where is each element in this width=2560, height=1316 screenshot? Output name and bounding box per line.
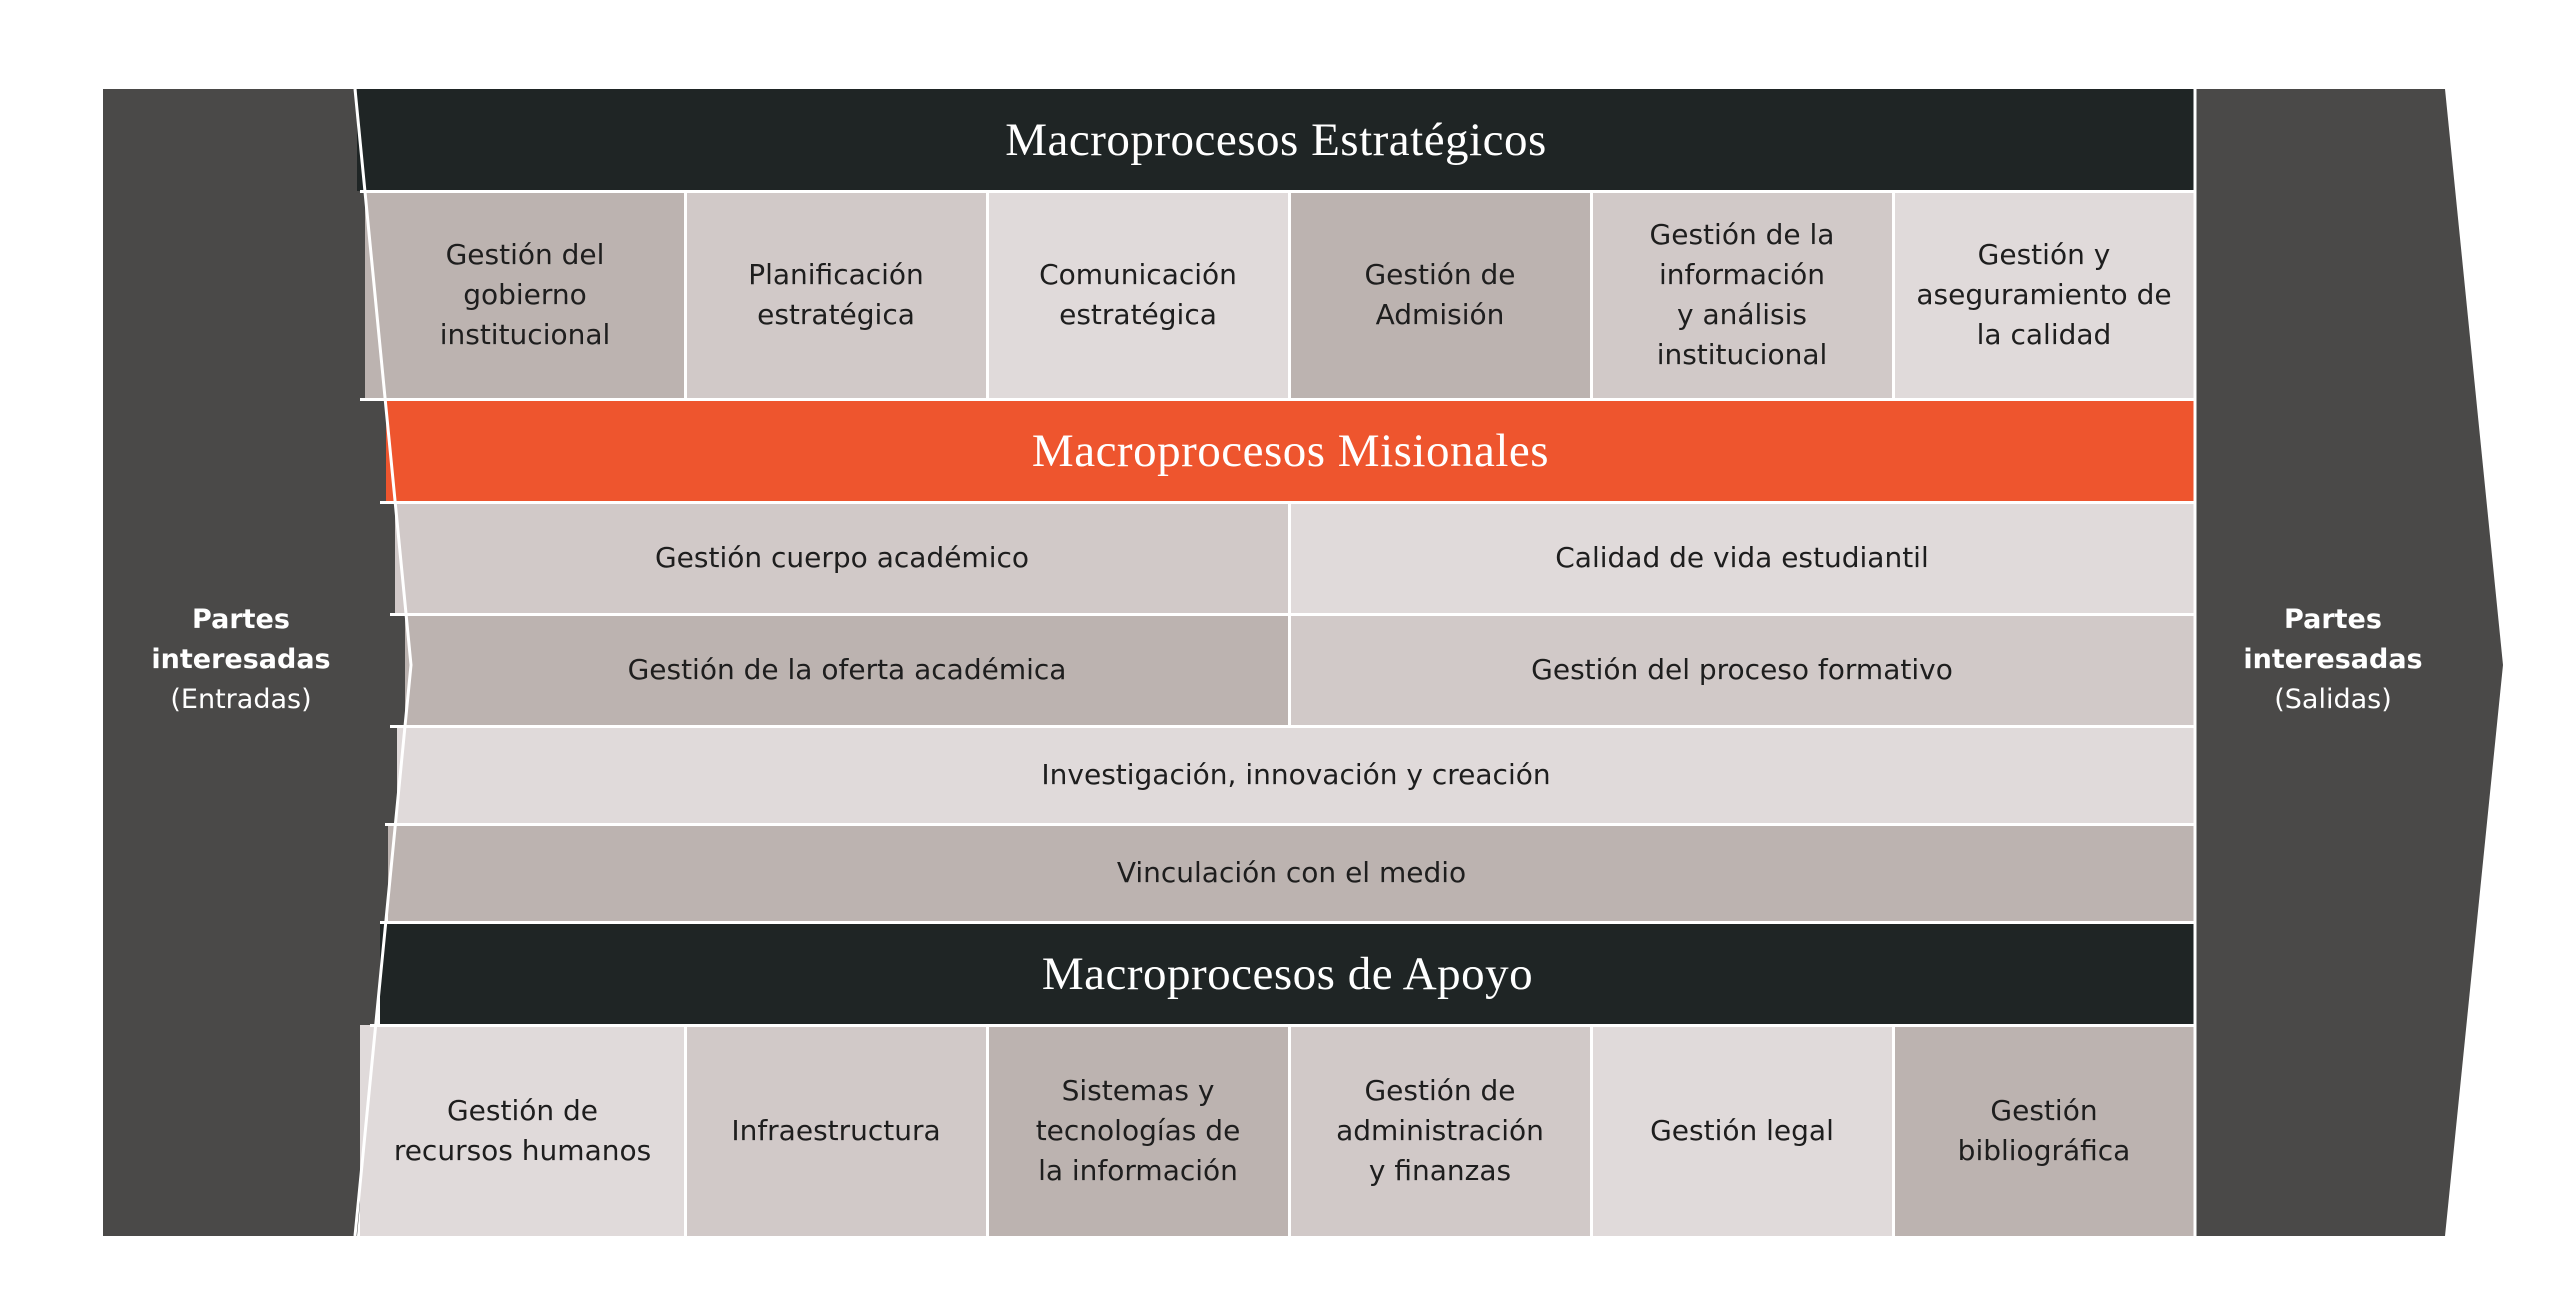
support-header: Macroprocesos de Apoyo	[380, 922, 2195, 1025]
missional-item: Calidad de vida estudiantil	[1289, 502, 2195, 614]
strategic-item: Gestión de la información y análisis institucional	[1591, 191, 1893, 399]
inputs-label-line1: Partes	[192, 604, 290, 635]
strategic-item: Planificación estratégica	[685, 191, 987, 399]
strategic-item: Gestión del gobierno institucional	[365, 191, 685, 399]
strategic-item: Comunicación estratégica	[987, 191, 1289, 399]
missional-header: Macroprocesos Misionales	[386, 399, 2195, 502]
support-item: Gestión de recursos humanos	[360, 1025, 685, 1236]
support-item: Sistemas y tecnologías de la información	[987, 1025, 1289, 1236]
inputs-label-line2: interesadas	[151, 644, 331, 675]
missional-item: Vinculación con el medio	[388, 824, 2195, 922]
outputs-label-line3: (Salidas)	[2274, 684, 2392, 715]
strategic-item: Gestión de Admisión	[1289, 191, 1591, 399]
missional-item: Investigación, innovación y creación	[397, 726, 2195, 824]
missional-item: Gestión del proceso formativo	[1289, 614, 2195, 726]
strategic-header: Macroprocesos Estratégicos	[357, 89, 2195, 191]
support-item: Gestión bibliográfica	[1893, 1025, 2195, 1236]
inputs-label-line3: (Entradas)	[170, 684, 312, 715]
missional-item: Gestión de la oferta académica	[405, 614, 1289, 726]
outputs-label-line1: Partes	[2284, 604, 2382, 635]
outputs-label-line2: interesadas	[2243, 644, 2423, 675]
inputs-label	[113, 600, 369, 720]
support-item: Gestión legal	[1591, 1025, 1893, 1236]
missional-item: Gestión cuerpo académico	[395, 502, 1289, 614]
support-item: Infraestructura	[685, 1025, 987, 1236]
support-item: Gestión de administración y finanzas	[1289, 1025, 1591, 1236]
strategic-item: Gestión y aseguramiento de la calidad	[1893, 191, 2195, 399]
outputs-label	[2205, 600, 2461, 720]
